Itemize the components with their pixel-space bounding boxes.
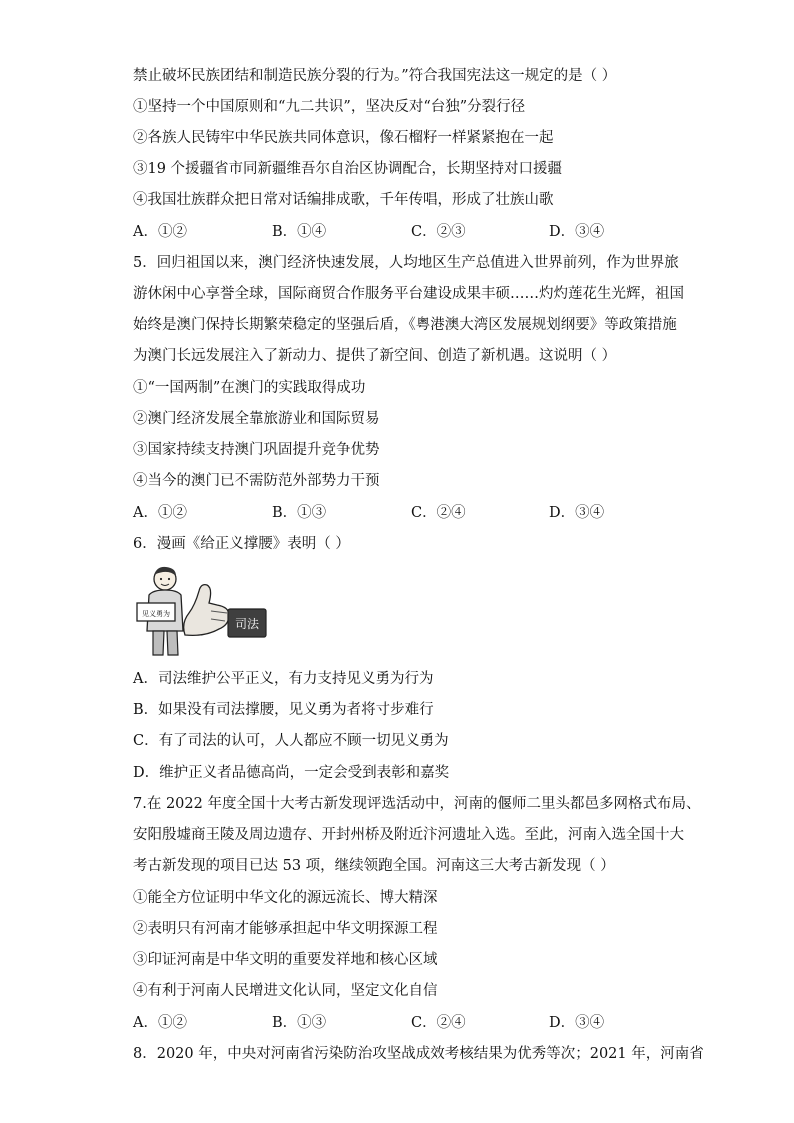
- q7-options: [133, 1013, 693, 1033]
- q5-option-b[interactable]: B．①③: [272, 505, 327, 521]
- q5-option-c[interactable]: C．②④: [411, 505, 466, 521]
- q4-statement-1: ①坚持一个中国原则和“九二共识”，坚决反对“台独”分裂行径: [133, 99, 526, 115]
- q4-option-d[interactable]: D．③④: [549, 224, 605, 240]
- q4-stem-tail: 禁止破坏民族团结和制造民族分裂的行为。”符合我国宪法这一规定的是（ ）: [133, 68, 617, 84]
- q5-stem-line-1: 5．回归祖国以来，澳门经济快速发展，人均地区生产总值进入世界前列，作为世界旅: [133, 255, 679, 271]
- q4-statement-2: ②各族人民铸牢中华民族共同体意识，像石榴籽一样紧紧抱在一起: [133, 130, 554, 146]
- cartoon-sign-text: 见义勇为: [142, 610, 170, 618]
- q7-option-a[interactable]: A．①②: [133, 1015, 187, 1031]
- q6-option-a[interactable]: A．司法维护公平正义，有力支持见义勇为行为: [133, 671, 434, 687]
- q6-option-d[interactable]: D．维护正义者品德高尚，一定会受到表彰和嘉奖: [133, 765, 450, 781]
- q4-statement-3: ③19 个援疆省市同新疆维吾尔自治区协调配合，长期坚持对口援疆: [133, 161, 563, 177]
- q5-stem-line-4: 为澳门长远发展注入了新动力、提供了新空间、创造了新机遇。这说明（ ）: [133, 348, 617, 364]
- q5-stem-line-3: 始终是澳门保持长期繁荣稳定的坚强后盾，《粤港澳大湾区发展规划纲要》等政策措施: [133, 317, 677, 333]
- q7-statement-2: ②表明只有河南才能够承担起中华文明探源工程: [133, 921, 438, 937]
- q5-statement-4: ④当今的澳门已不需防范外部势力干预: [133, 473, 380, 489]
- q7-statement-3: ③印证河南是中华文明的重要发祥地和核心区域: [133, 952, 438, 968]
- q8-stem-line-1: 8．2020 年，中央对河南省污染防治攻坚战成效考核结果为优秀等次；2021 年，河南省: [133, 1046, 704, 1062]
- q5-option-d[interactable]: D．③④: [549, 505, 605, 521]
- q4-option-b[interactable]: B．①④: [272, 224, 327, 240]
- q5-statement-3: ③国家持续支持澳门巩固提升竞争优势: [133, 442, 380, 458]
- q4-options: [133, 222, 693, 242]
- q5-statement-1: ①“一国两制”在澳门的实践取得成功: [133, 380, 366, 396]
- q5-statement-2: ②澳门经济发展全靠旅游业和国际贸易: [133, 411, 380, 427]
- q6-stem: 6．漫画《给正义撑腰》表明（ ）: [133, 536, 350, 552]
- q4-option-a[interactable]: A．①②: [133, 224, 187, 240]
- q5-stem-line-2: 游休闲中心享誉全球，国际商贸合作服务平台建设成果丰硕……灼灼莲花生光辉，祖国: [133, 286, 684, 302]
- q6-option-b[interactable]: B．如果没有司法撑腰，见义勇为者将寸步难行: [133, 702, 434, 718]
- q7-stem-line-1: 7.在 2022 年度全国十大考古新发现评选活动中，河南的偃师二里头都邑多网格式布局、: [133, 796, 701, 812]
- q7-statement-1: ①能全方位证明中华文化的源远流长、博大精深: [133, 890, 438, 906]
- justice-cartoon: [133, 565, 268, 660]
- q7-option-d[interactable]: D．③④: [549, 1015, 605, 1031]
- q6-option-c[interactable]: C．有了司法的认可，人人都应不顾一切见义勇为: [133, 733, 449, 749]
- q7-statement-4: ④有利于河南人民增进文化认同，坚定文化自信: [133, 983, 438, 999]
- cartoon-cuff-text: 司法: [234, 617, 260, 631]
- q4-option-c[interactable]: C．②③: [411, 224, 466, 240]
- q7-option-c[interactable]: C．②④: [411, 1015, 466, 1031]
- q7-stem-line-2: 安阳殷墟商王陵及周边遗存、开封州桥及附近汴河遗址入选。至此，河南入选全国十大: [133, 827, 684, 843]
- q7-stem-line-3: 考古新发现的项目已达 53 项，继续领跑全国。河南这三大考古新发现（ ）: [133, 858, 615, 874]
- q5-option-a[interactable]: A．①②: [133, 505, 187, 521]
- q7-option-b[interactable]: B．①③: [272, 1015, 327, 1031]
- q4-statement-4: ④我国壮族群众把日常对话编排成歌，千年传唱，形成了壮族山歌: [133, 192, 554, 208]
- q5-options: [133, 503, 693, 523]
